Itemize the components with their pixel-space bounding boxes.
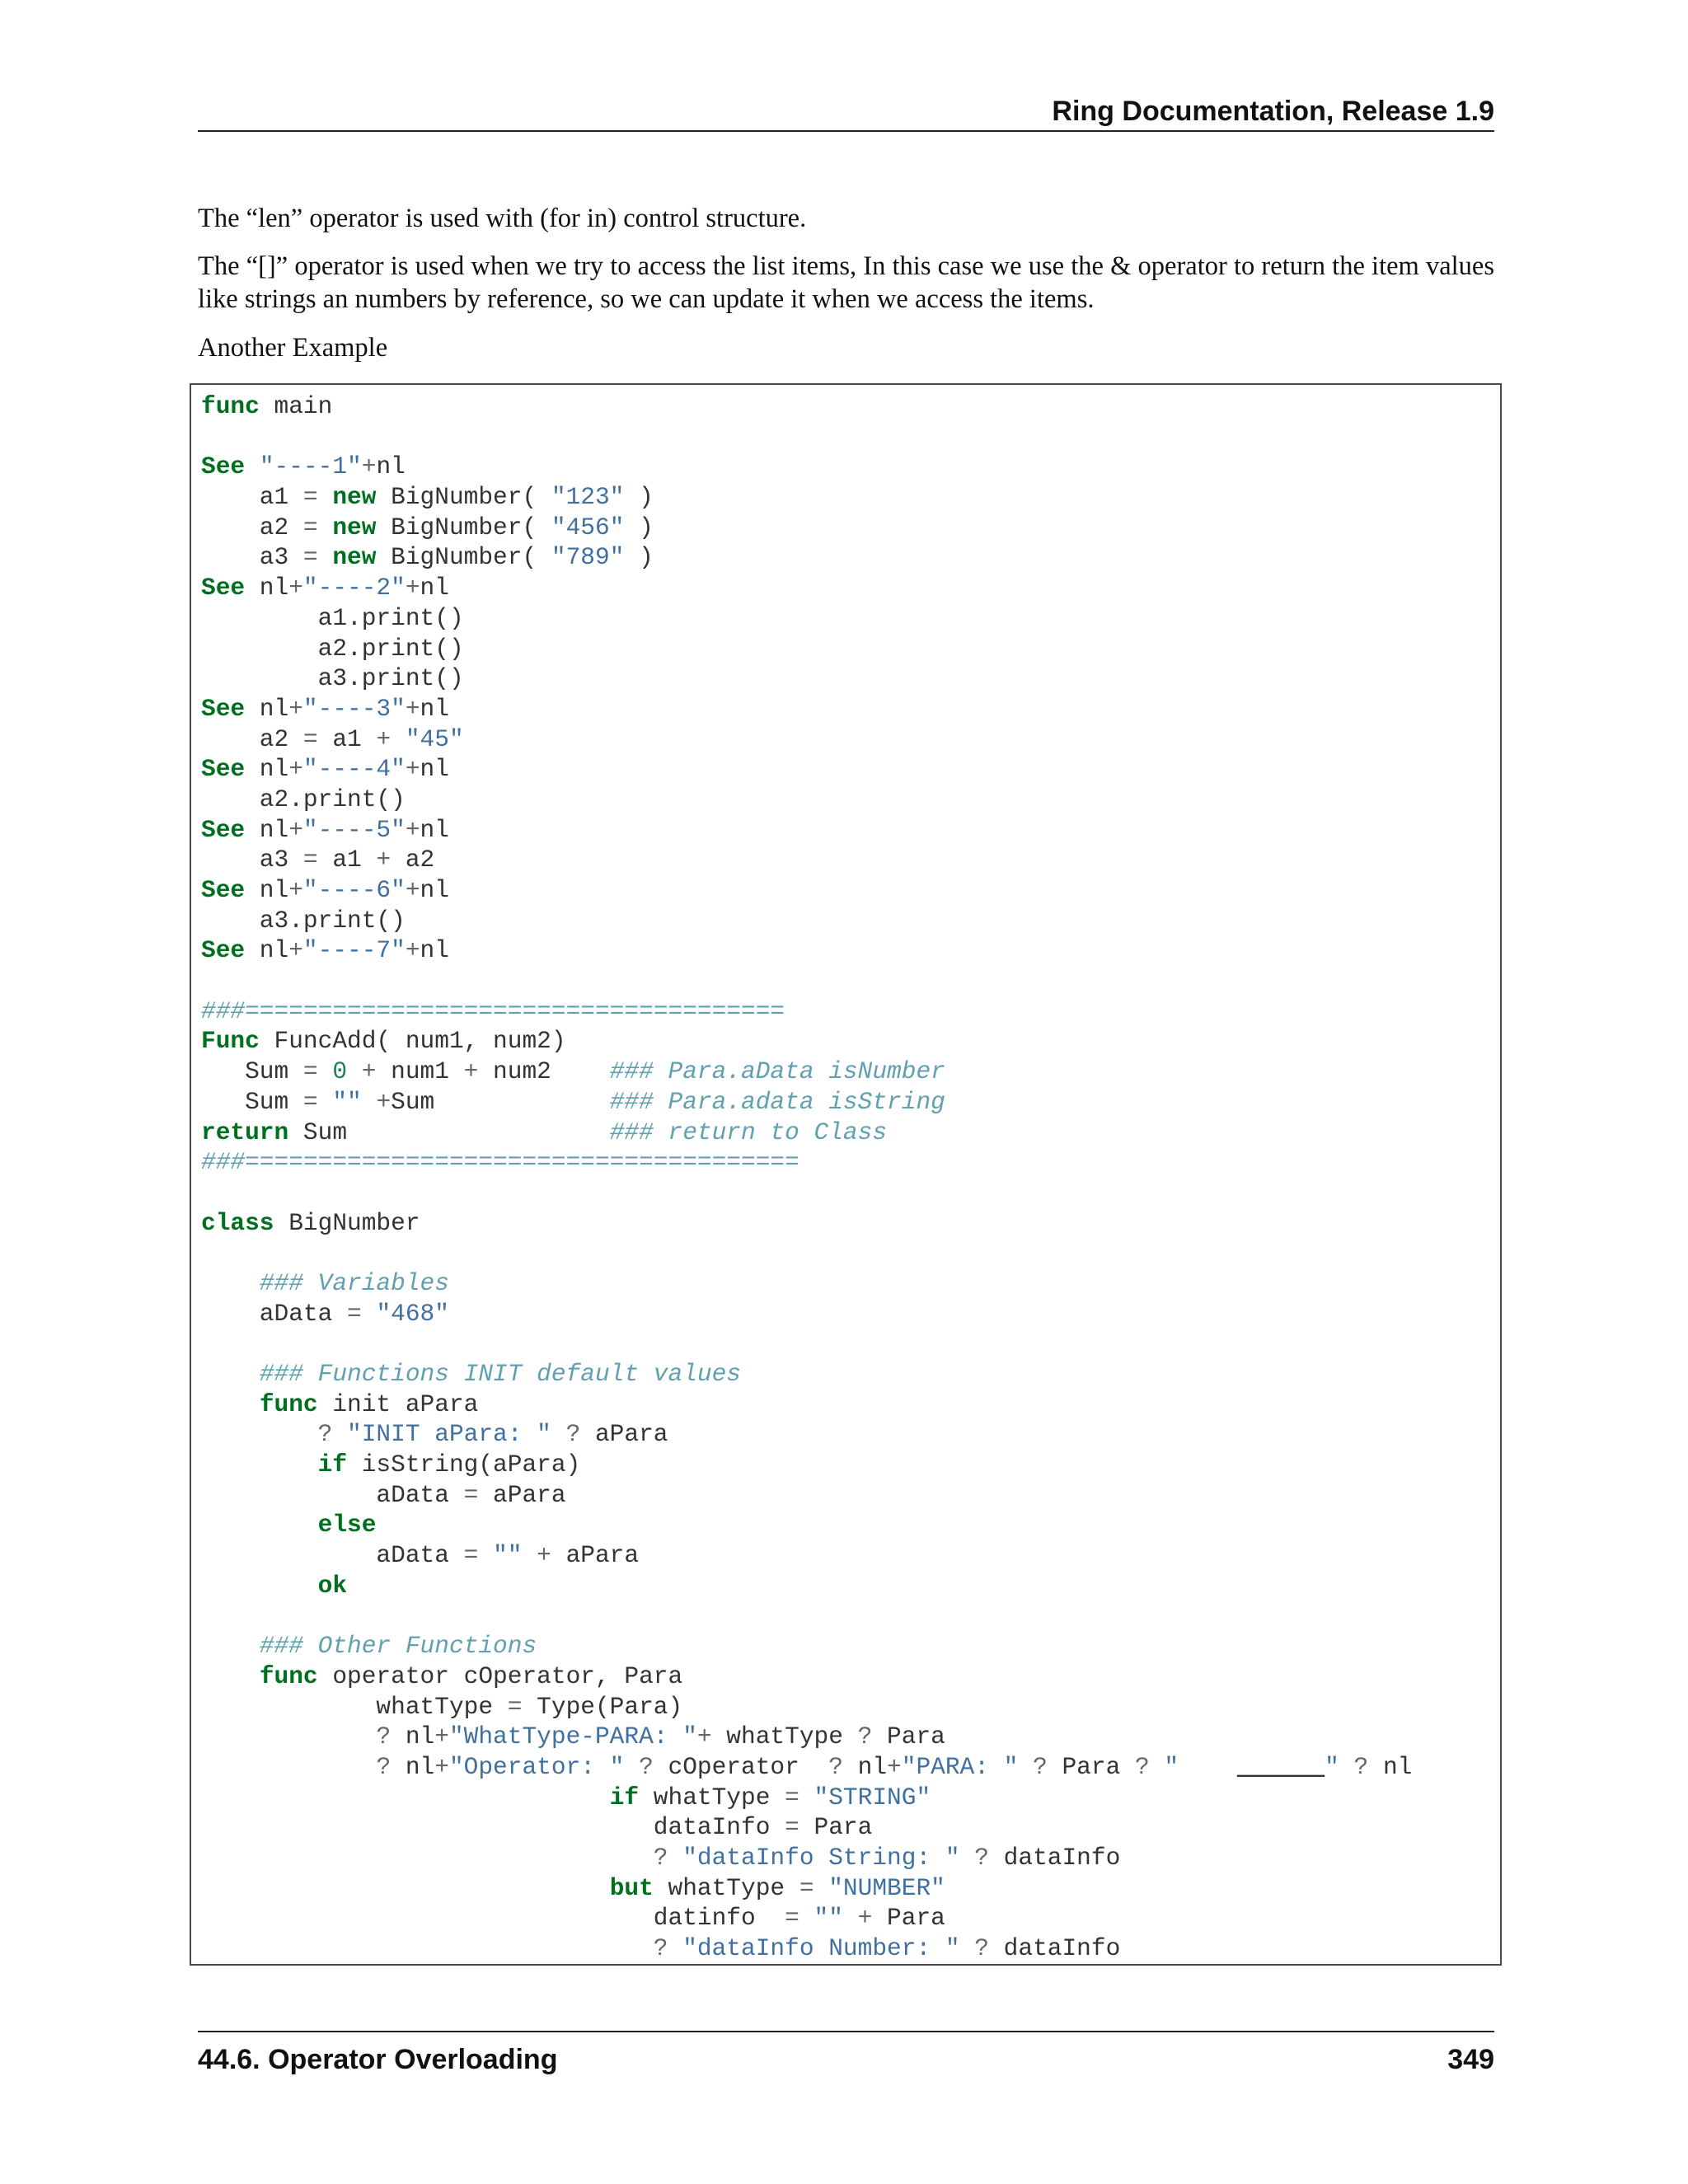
code-token: See [201,815,246,844]
code-line [201,754,1412,785]
code-token: new [332,513,377,541]
code-token: whatType [653,1873,799,1902]
code-token: nl [245,694,289,723]
code-token: a3 [201,846,303,874]
code-token: nl [376,452,406,481]
code-line [201,663,1412,694]
code-token: "WhatType-PARA: " [448,1722,697,1751]
code-token: ### Variables [259,1268,449,1297]
code-token: See [201,574,246,602]
page-footer [198,2031,1494,2079]
code-token [391,725,406,753]
code-token: ? [974,1844,989,1872]
code-token: + [887,1752,902,1781]
code-token: "" [332,1087,362,1116]
code-token: Func [201,1027,260,1056]
code-token: if [317,1451,348,1479]
code-line [201,573,1412,603]
code-line [201,1299,1412,1329]
code-line [201,1026,1412,1057]
code-token: aData [201,1299,348,1328]
code-token: See [201,755,246,784]
code-token: a2 [201,513,303,541]
code-token [478,1541,493,1569]
code-line [201,785,1412,815]
code-token: FuncAdd( num1, num2) [259,1027,566,1056]
code-line [201,603,1412,634]
code-token: aPara [551,1541,640,1570]
code-token: + [361,452,377,481]
code-token: init aPara [317,1390,479,1418]
code-token: nl [420,574,449,602]
code-token: nl [245,815,289,844]
code-line [201,1692,1412,1722]
code-line [201,1722,1412,1752]
code-token: = [302,483,318,512]
code-token: = [302,1057,318,1086]
code-line [201,1540,1412,1571]
code-line [201,391,1412,422]
code-token: whatType [639,1783,785,1811]
code-token [201,1511,318,1539]
code-token: "Operator: " [448,1752,625,1781]
code-token: See [201,452,246,481]
paragraph-another-example: Another Example [198,333,388,363]
code-token: dataInfo [988,1844,1121,1872]
code-token: "" [814,1904,843,1933]
code-token [347,1057,362,1085]
code-line [201,1571,1412,1601]
code-token: datinfo [201,1904,785,1933]
code-token: + [434,1752,449,1781]
code-token: num2 [478,1057,610,1086]
code-token: Para [799,1813,873,1842]
code-token [318,483,333,511]
code-token: Para [872,1904,945,1933]
code-line [201,966,1412,996]
code-token: " [1325,1752,1339,1781]
code-token [201,1844,654,1872]
code-token: + [376,1087,392,1116]
code-token [1018,1753,1033,1781]
paragraph-len-operator: The “len” operator is used with (for in) control structure. [198,204,807,233]
code-token: func [201,392,260,420]
code-token [318,1088,333,1116]
code-line [201,513,1412,543]
code-line [201,1783,1412,1813]
code-token: nl [245,574,289,602]
code-line [201,1752,1412,1783]
code-line [201,634,1412,664]
code-token: ? [317,1420,333,1449]
code-token: ### Para.adata isString [609,1087,945,1116]
code-token: ? [1033,1752,1048,1781]
code-token [960,1844,975,1872]
code-token: + [376,724,392,753]
code-token [551,1420,566,1448]
code-token: + [537,1541,551,1570]
code-token: "dataInfo String: " [682,1844,960,1872]
code-token: aPara [580,1420,668,1449]
code-token: a1 [317,724,377,753]
code-token [201,1934,654,1962]
code-token: "45" [405,724,464,753]
code-line [201,1087,1412,1118]
code-line [201,1208,1412,1239]
code-token: whatType [201,1692,508,1721]
code-token: nl [391,1722,435,1751]
code-token: nl [1368,1752,1413,1781]
code-line [201,1390,1412,1420]
code-token [799,1783,814,1811]
code-token [318,543,333,571]
code-token: func [259,1390,318,1418]
code-line [201,1873,1412,1904]
code-token: + [405,694,420,723]
code-token: = [302,846,318,874]
code-line [201,1510,1412,1540]
code-line [201,694,1412,724]
code-token [843,1904,858,1932]
code-token: ? [1135,1752,1150,1781]
header-title: Ring Documentation, Release 1.9 [1052,96,1494,127]
code-token [814,1874,829,1902]
code-token: + [405,815,420,844]
code-token: + [361,1057,377,1086]
code-token: + [288,755,303,784]
code-listing [201,391,1412,1964]
code-token: + [288,815,303,844]
code-token: num1 [376,1057,464,1086]
code-token: 0 [332,1057,348,1086]
code-token: = [799,1873,814,1902]
code-token: nl [420,815,449,844]
code-token: nl [420,694,449,723]
code-token: + [288,936,303,965]
code-token: BigNumber [274,1208,420,1237]
code-token: aPara [478,1480,566,1509]
code-token: ) [624,513,654,541]
code-token: = [302,1087,318,1116]
code-token: ok [317,1571,348,1600]
code-token: aData [201,1541,464,1570]
code-token [201,1632,260,1660]
code-line [201,1147,1412,1178]
code-line [201,875,1412,906]
code-token: ? [376,1722,392,1751]
code-token: See [201,936,246,965]
code-token [362,1300,377,1328]
code-line [201,1268,1412,1299]
code-token: aData [201,1480,464,1509]
code-token: BigNumber( [376,513,551,541]
code-token: + [288,694,303,723]
code-line [201,724,1412,755]
code-token [668,1934,683,1962]
code-token: See [201,876,246,904]
code-token: "dataInfo Number: " [682,1934,960,1963]
code-token: ### Para.aData isNumber [609,1057,945,1086]
code-line [201,542,1412,573]
code-token: + [376,846,392,874]
code-token: func [259,1661,318,1690]
code-token: ? [653,1844,668,1872]
code-token: "----5" [302,815,406,844]
code-line [201,1480,1412,1511]
code-token [201,1572,318,1600]
code-line [201,1178,1412,1208]
code-token: ### Other Functions [259,1632,537,1661]
code-token: whatType [711,1722,858,1751]
code-token: a2 [391,846,435,874]
code-token: main [259,392,333,420]
paragraph-index-operator: The “[]” operator is used when we try to access the list items, In this case we use the & operator to return the item values like strings an numbers by reference, so we can update it when we access the items. [198,251,1494,314]
code-token: Para [872,1722,945,1751]
code-token: + [405,755,420,784]
code-token: Sum [391,1087,610,1116]
code-line [201,1118,1412,1148]
page-header [198,91,1494,132]
code-line [201,1238,1412,1268]
code-token: + [405,876,420,904]
code-token: new [332,543,377,572]
code-token: "123" [551,483,625,512]
code-token: nl [391,1752,435,1781]
code-token: ______ [1236,1752,1325,1781]
code-token: ###===================================== [201,996,785,1025]
code-token: + [857,1904,873,1933]
code-token: = [347,1299,362,1328]
code-token: "INIT aPara: " [347,1420,551,1449]
code-line [201,1359,1412,1390]
code-token: + [288,876,303,904]
code-token: dataInfo [988,1934,1121,1963]
code-token: "----3" [302,694,406,723]
code-token [362,1088,377,1116]
code-line [201,1843,1412,1873]
code-token: a2.print() [201,785,406,813]
code-token [318,513,333,541]
code-line [201,452,1412,482]
code-token: a1 [201,483,303,512]
code-token: ? [828,1752,843,1781]
code-token: else [317,1511,377,1540]
code-line [201,1057,1412,1087]
code-token: but [609,1873,654,1902]
code-token: a3.print() [201,664,464,693]
code-line [201,1903,1412,1933]
code-token [201,1420,318,1448]
code-token: = [785,1813,799,1842]
code-line [201,1812,1412,1843]
code-token: ? [857,1722,873,1751]
code-token: ? [639,1752,654,1781]
code-token: a2 [201,724,303,753]
code-token [960,1934,975,1962]
code-token [1339,1753,1354,1781]
code-token [201,1753,376,1781]
code-token: ) [624,543,654,572]
code-token: ? [565,1420,581,1449]
code-line [201,422,1412,452]
code-line [201,845,1412,875]
code-token: Type(Para) [522,1692,683,1721]
code-token: dataInfo [201,1813,785,1842]
code-token [201,1269,260,1297]
code-token: "PARA: " [901,1752,1019,1781]
code-token: = [302,513,318,541]
code-token [318,1057,333,1085]
code-token [668,1844,683,1872]
code-token: = [785,1783,799,1811]
code-token: ### return to Class [609,1118,888,1146]
code-token [201,1874,610,1902]
code-token: + [405,936,420,965]
code-token: nl [420,936,449,965]
code-token [201,1390,260,1418]
code-token: ### Functions INIT default values [259,1360,742,1388]
code-token: "468" [376,1299,449,1328]
code-line [201,815,1412,846]
code-token: a2.print() [201,634,464,663]
code-line [201,1419,1412,1450]
code-token: operator cOperator, Para [317,1661,683,1690]
code-token: "----1" [259,452,362,481]
code-token: "" [493,1541,523,1570]
code-token: + [696,1722,712,1751]
code-token: " [1164,1752,1237,1781]
footer-section-title: 44.6. Operator Overloading [198,2044,558,2075]
code-token: ? [376,1752,392,1781]
code-token: ? [1353,1752,1369,1781]
code-token: = [507,1692,523,1721]
code-token: See [201,694,246,723]
code-token: "456" [551,513,625,541]
code-token [1150,1753,1165,1781]
code-token [201,1783,610,1811]
code-token [201,1451,318,1479]
code-block [190,383,1502,1966]
code-line [201,996,1412,1027]
code-token: a3 [201,543,303,572]
code-token: = [463,1480,479,1509]
code-token [201,1662,260,1690]
code-token: nl [245,936,289,965]
code-token: if [609,1783,640,1811]
code-token: = [302,543,318,572]
code-line [201,1933,1412,1964]
code-token: + [288,574,303,602]
code-token [624,1753,639,1781]
code-token: + [405,574,420,602]
code-token: isString(aPara) [347,1451,581,1479]
code-token: cOperator [653,1752,829,1781]
code-token [799,1904,814,1932]
code-token: return [201,1118,289,1146]
code-token: ? [653,1934,668,1963]
code-line [201,906,1412,936]
code-token: = [302,724,318,753]
code-token: = [463,1541,479,1570]
code-token: nl [420,876,449,904]
code-token: Sum [201,1057,303,1086]
code-token: ? [974,1934,989,1963]
code-token: Sum [201,1087,303,1116]
code-token: + [434,1722,449,1751]
code-token: "----4" [302,755,406,784]
code-token: "NUMBER" [828,1873,945,1902]
code-line [201,1661,1412,1692]
code-token: "----7" [302,936,406,965]
code-token: class [201,1208,274,1237]
code-token: "----6" [302,876,406,904]
code-token: nl [420,755,449,784]
code-line [201,935,1412,966]
code-token: a1 [317,846,377,874]
code-token: ###====================================== [201,1148,799,1177]
code-token: "----2" [302,574,406,602]
code-token [245,452,260,480]
code-token: + [463,1057,479,1086]
code-token: = [785,1904,799,1933]
code-token: nl [842,1752,888,1781]
code-token: BigNumber( [376,543,551,572]
code-line [201,1601,1412,1632]
code-token [332,1420,347,1448]
code-token: nl [245,755,289,784]
code-token [522,1541,537,1569]
code-token [201,1722,376,1750]
code-token: Para [1047,1752,1135,1781]
code-token: ) [624,483,654,512]
footer-page-number: 349 [1447,2044,1494,2075]
code-line [201,1631,1412,1661]
code-token: nl [245,876,289,904]
code-line [201,1329,1412,1359]
code-line [201,482,1412,513]
code-token: "789" [551,543,625,572]
code-token: new [332,483,377,512]
code-token: a3.print() [201,906,406,935]
code-token [201,1360,260,1388]
code-line [201,1450,1412,1480]
code-token: BigNumber( [376,483,551,512]
code-token: "STRING" [814,1783,931,1811]
code-token: a1.print() [201,603,464,632]
code-token: Sum [288,1118,610,1146]
